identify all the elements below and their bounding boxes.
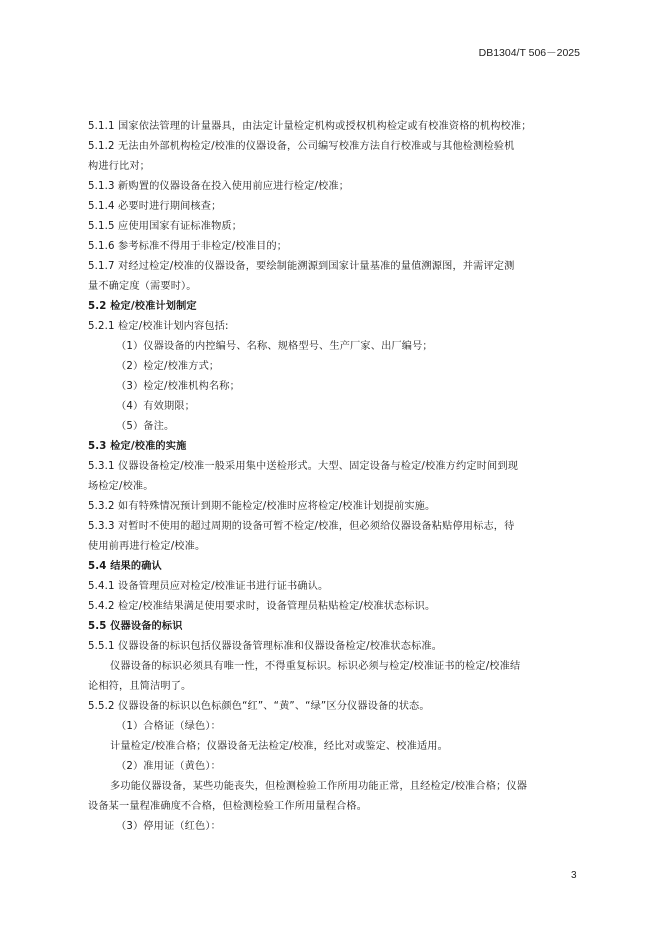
list-item: （1）仪器设备的内控编号、名称、规格型号、生产厂家、出厂编号； xyxy=(116,341,433,352)
clause-5-1-3: 5.1.3 新购置的仪器设备在投入使用前应进行检定/校准； xyxy=(88,181,350,192)
list-item: （2）准用证（黄色）： xyxy=(116,761,221,772)
clause-5-5-2: 5.5.2 仪器设备的标识以色标颜色“红”、“黄”、“绿”区分仪器设备的状态。 xyxy=(88,701,430,712)
clause-5-3-1-cont: 场检定/校准。 xyxy=(88,481,154,492)
clause-5-1-1: 5.1.1 国家依法管理的计量器具，由法定计量检定机构或授权机构检定或有校准资格的机构校准； xyxy=(88,121,532,132)
clause-5-1-4: 5.1.4 必要时进行期间核查； xyxy=(88,201,222,212)
paragraph-line: 多功能仪器设备，某些功能丧失，但检测检验工作所用功能正常，且经检定/校准合格；仪器 xyxy=(110,781,528,792)
section-heading-5-5: 5.5 仪器设备的标识 xyxy=(88,621,183,632)
list-item: （4）有效期限； xyxy=(116,401,195,412)
list-item: （1）合格证（绿色）： xyxy=(116,721,221,732)
list-item: （5）备注。 xyxy=(116,421,175,432)
page-number: 3 xyxy=(571,870,577,881)
list-item: （3）停用证（红色）： xyxy=(116,821,221,832)
section-heading-5-2: 5.2 检定/校准计划制定 xyxy=(88,301,197,312)
clause-5-1-2-cont: 构进行比对； xyxy=(88,161,151,172)
paragraph-line: 设备某一量程准确度不合格，但检测检验工作所用量程合格。 xyxy=(88,801,368,812)
clause-5-1-7: 5.1.7 对经过检定/校准的仪器设备，要绘制能溯源到国家计量基准的量值溯源图，并需评定测 xyxy=(88,261,515,272)
clause-5-3-2: 5.3.2 如有特殊情况预计到期不能检定/校准时应将检定/校准计划提前实施。 xyxy=(88,501,436,512)
clause-5-1-7-cont: 量不确定度（需要时）。 xyxy=(88,281,197,292)
document-code: DB1304/T 506－2025 xyxy=(478,47,580,59)
paragraph-line: 计量检定/校准合格；仪器设备无法检定/校准，经比对或鉴定、校准适用。 xyxy=(110,741,448,752)
clause-5-4-2: 5.4.2 检定/校准结果满足使用要求时，设备管理员粘贴检定/校准状态标识。 xyxy=(88,601,436,612)
paragraph-line: 仪器设备的标识必须具有唯一性，不得重复标识。标识必须与检定/校准证书的检定/校准结 xyxy=(110,661,521,672)
section-heading-5-4: 5.4 结果的确认 xyxy=(88,561,162,572)
clause-5-5-1: 5.5.1 仪器设备的标识包括仪器设备管理标准和仪器设备检定/校准状态标准。 xyxy=(88,641,443,652)
clause-5-1-5: 5.1.5 应使用国家有证标准物质； xyxy=(88,221,243,232)
clause-5-2-1: 5.2.1 检定/校准计划内容包括: xyxy=(88,321,229,332)
paragraph-line: 论相符，且简洁明了。 xyxy=(88,681,192,692)
section-heading-5-3: 5.3 检定/校准的实施 xyxy=(88,441,187,452)
clause-5-3-1: 5.3.1 仪器设备检定/校准一般采用集中送检形式。大型、固定设备与检定/校准方约定时间到现 xyxy=(88,461,519,472)
clause-5-1-6: 5.1.6 参考标准不得用于非检定/校准目的； xyxy=(88,241,288,252)
clause-5-4-1: 5.4.1 设备管理员应对检定/校准证书进行证书确认。 xyxy=(88,581,329,592)
clause-5-3-3-cont: 使用前再进行检定/校准。 xyxy=(88,541,206,552)
list-item: （3）检定/校准机构名称； xyxy=(116,381,240,392)
clause-5-3-3: 5.3.3 对暂时不使用的超过周期的设备可暂不检定/校准，但必须给仪器设备粘贴停用标志，待 xyxy=(88,521,515,532)
document-body xyxy=(88,117,580,837)
list-item: （2）检定/校准方式； xyxy=(116,361,220,372)
clause-5-1-2: 5.1.2 无法由外部机构检定/校准的仪器设备，公司编写校准方法自行校准或与其他检测检验机 xyxy=(88,141,515,152)
